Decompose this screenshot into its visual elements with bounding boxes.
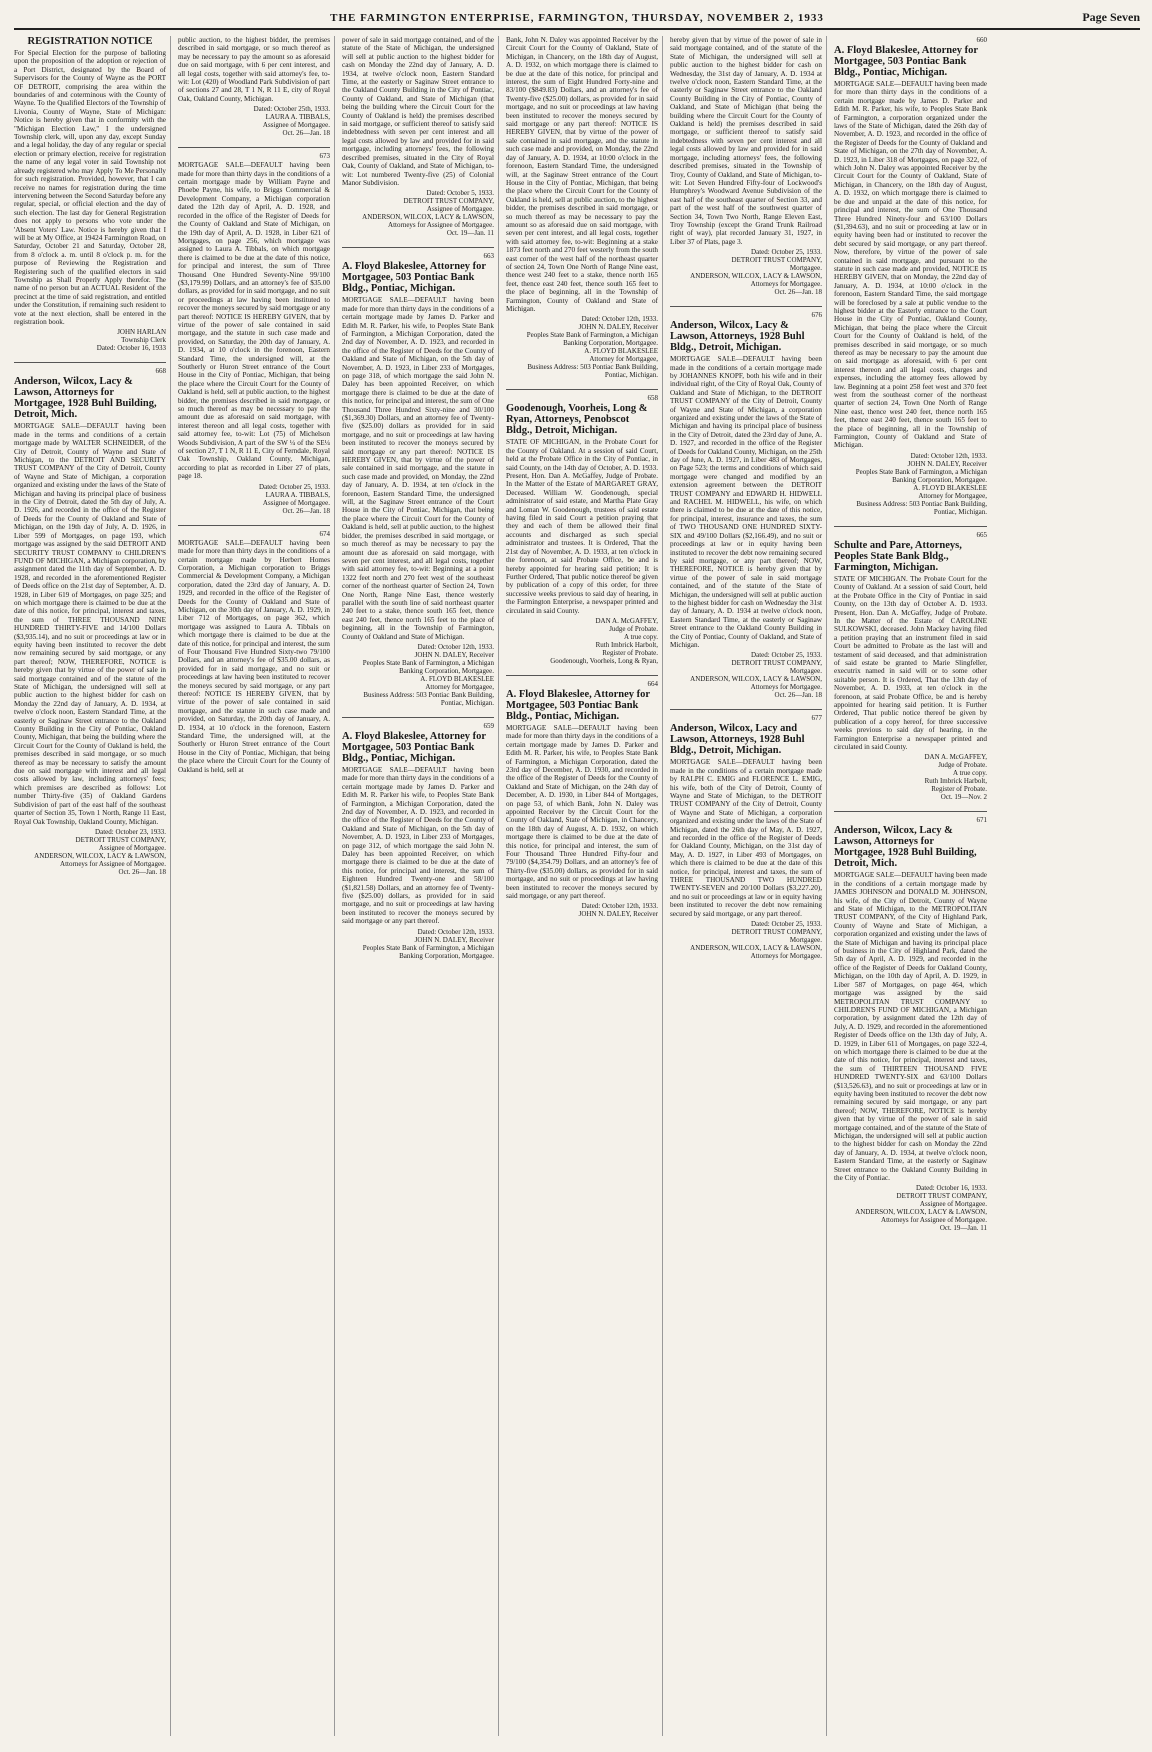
notice-heading: A. Floyd Blakeslee, Attorney for Mortgagee, 503 Pontiac Bank Bldg., Pontiac, Michigan.: [506, 688, 650, 722]
notice-divider: [342, 247, 494, 248]
signature-line: Oct. 26—Jan. 18: [282, 129, 330, 138]
signature-line: Dated: October 16, 1933.: [916, 1184, 987, 1193]
signature-line: JOHN N. DALEY, Receiver: [578, 910, 658, 919]
notice-number: 660: [976, 36, 987, 44]
signature-line: DAN A. McGAFFEY,: [924, 753, 987, 762]
signature-line: Attorneys for Assignee of Mortgagee.: [60, 859, 166, 868]
signature-line: Register of Probate.: [931, 785, 987, 794]
notice-body: MORTGAGE SALE—DEFAULT having been made in the terms and conditions of a certain mortgage made by WALTER SCHNEIDER, of the City of Detroit, County of Wayne and State of Michigan, to the DETROIT AND SECURITY TRUST COMPANY of the City of Detroit, County of Wayne and State of Michigan, a corporation organized and existing under the laws of the State of Michigan and having its principal place of business in the City of Detroit, dated the 5th day of July, A. D. 1926, and recorded in the office of the Register of Deeds for the County of Oakland and State of Michigan, on the 19th day of July, A. D. 1926, in Liber 599 of Mortgages, on page 193, which mortgage was assigned by the said DETROIT AND SECURITY TRUST COMPANY to CHILDREN'S FUND OF MICHIGAN, a Michigan corporation, by assignment dated the 11th day of September, A. D. 1928, and recorded in the aforementioned Register of Deeds office on the 21st day of September, A. D. 1928, in Liber 619 of Mortgages, on page 325; and on which mortgage there is claimed to be due at the date of this notice, for principal, interest and taxes, the sum of THREE THOUSAND NINE HUNDRED THIRTY-FIVE and 14/100 Dollars ($3,935.14), and no suit or proceedings at law or in equity having been instituted to recover the debt now remaining secured by said mortgage, or any part thereof; NOW, THEREFORE, NOTICE is hereby given that by virtue of the power of sale in said mortgage contained and of the statute of the State of Michigan, the undersigned will sell at public auction to the highest bidder for cash on Monday the 22nd day of January, A. D. 1934, at twelve o'clock noon, Eastern Standard Time, at the easterly or Saginaw Street entrance to the Oakland County Building in the City of Pontiac, Oakland County, Michigan, that being the building where the Circuit Court for the County of Oakland is held, the premises described in said mortgage, or so much thereof as may be necessary to satisfy the amount due on said mortgage with interest and all legal costs allowed by law, including attorneys' fees; which premises are described as follows: Lot number Thirty-five (35) of Oakland Gardens Subdivision of part of the east half of the southeast quarter of Section 35, Town 1 North, Range 11 East, Royal Oak Township, Oakland County, Michigan.: [14, 422, 166, 826]
signature-line: Goodenough, Voorheis, Long & Ryan,: [550, 656, 658, 665]
masthead-title: THE FARMINGTON ENTERPRISE, FARMINGTON, THURSDAY, NOVEMBER 2, 1933: [330, 12, 824, 24]
notice-signature: [670, 248, 822, 296]
legal-notice: [342, 36, 494, 237]
signature-line: ANDERSON, WILCOX, LACY & LAWSON,: [362, 213, 494, 222]
notice-divider: [834, 811, 987, 812]
signature-line: Dated: October 25, 1933.: [751, 920, 822, 929]
notice-body: MORTGAGE SALE—DEFAULT having been made for more than thirty days in the conditions of a certain mortgage made by Herbert Homes Corporation, a Michigan corporation to Briggs Commercial & Development Company, a Michigan corporation, dated the 23rd day of January, A. D. 1929, and recorded in the office of the Register of Deeds for the County of Oakland and State of Michigan, on the 30th day of January, A. D. 1929, in Liber 712 of Mortgages, on page 362, which mortgage was assigned to Laura A. Tibbals on which mortgage there is claimed to be due at the date of this notice, for principal and interest, the sum of Four Thousand Five Hundred Sixty-two 79/100 Dollars, and an attorney's fee of $35.00 dollars, as provided for in said mortgage, and no suit or proceedings at law having been instituted to recover the moneys secured by said mortgage, or any part thereof: NOTICE IS HEREBY GIVEN, that by virtue of the power of sale contained in said mortgage, and the statute in such case made and provided, on Saturday, the 20th day of January, A. D. 1934, at 10 o'clock in the forenoon, Eastern Standard Time, the undersigned will, at the Southerly or Huron Street entrance of the Court House in the City of Pontiac, Michigan, that being the place where the Circuit Court for the County of Oakland is held, sell at: [178, 538, 330, 774]
signature-line: Assignee of Mortgagee.: [919, 1200, 987, 1209]
signature-line: DAN A. McGAFFEY,: [595, 616, 658, 625]
notice-divider: [178, 147, 330, 148]
notice-number: 673: [319, 152, 330, 161]
signature-line: Oct. 26—Jan. 18: [774, 691, 822, 700]
signature-line: A. FLOYD BLAKESLEE: [420, 674, 494, 683]
signature-line: Attorney for Mortgagee,: [918, 491, 987, 500]
notice-heading: Anderson, Wilcox, Lacy and Lawson, Attorneys, 1928 Buhl Bldg., Detroit, Michigan.: [670, 723, 805, 757]
column-2: [178, 36, 335, 1736]
notice-divider: [834, 526, 987, 527]
masthead: [14, 6, 1140, 30]
legal-notice: [506, 389, 658, 665]
notice-heading: REGISTRATION NOTICE: [27, 36, 153, 47]
notice-heading: A. Floyd Blakeslee, Attorney for Mortgagee, 503 Pontiac Bank Bldg., Pontiac, Michigan.: [342, 261, 486, 295]
notice-heading: Goodenough, Voorheis, Long & Ryan, Attorneys, Penobscot Bldg., Detroit, Michigan.: [506, 403, 648, 437]
legal-notice: [670, 306, 822, 699]
signature-line: Business Address: 503 Pontiac Bank Building, Pontiac, Michigan.: [363, 690, 494, 707]
signature-line: Business Address: 503 Pontiac Bank Building, Pontiac, Michigan.: [856, 499, 987, 516]
signature-line: ANDERSON, WILCOX, LACY & LAWSON,: [34, 851, 166, 860]
signature-line: LAURA A. TIBBALS,: [265, 113, 330, 122]
signature-line: Mortgagee.: [789, 667, 822, 676]
notice-body: MORTGAGE SALE—DEFAULT having been made for more than thirty days in the conditions of a certain mortgage made by James D. Parker and Edith M. R. Parker, his wife, to Peoples State Bank of Farmington, a Michigan Corporation, dated the 2nd day of November, A. D. 1923, and recorded in the office of the Register of Deeds for the County of Oakland and State of Michigan, on the 5th day of November, A. D. 1923, in Liber 233 of Mortgages, on page 318, of which mortgage the said John N. Daley has been appointed Receiver, on which mortgage there is claimed to be due at the date of this notice, for principal and interest, the sum of One Thousand Three Hundred Sixty-nine and 30/100 ($1,369.30) Dollars, and an attorney fee of Twenty-five ($25.00) dollars as provided for in said mortgage, and no suit or proceedings at law having been instituted to recover the moneys secured by said mortgage or any part thereof: NOTICE IS HEREBY GIVEN, that by virtue of the power of sale contained in said mortgage, and the statute in such case made and provided, on Monday, the 22nd day of January, A. D. 1934, at ten o'clock in the forenoon, Eastern Standard Time, the undersigned will, at the Saginaw Street entrance of the Court House in the City of Pontiac, Michigan, that being the place where the Circuit Court for the County of Oakland is held, sell at public auction, to the highest bidder, the premises described in said mortgage, or so much thereof as may be necessary to pay the amount due as aforesaid on said mortgage, with seven per cent interest, and all legal costs, together with said attorney fee, to-wit: Beginning at a point 1322 feet north and 270 feet west of the southeast corner of the northeast quarter of Section 24, Town One North, Range Nine East, thence westerly parallel with the south line of said northeast quarter 240 feet to a stake, thence south 165 feet, thence east 240 feet, thence north 165 feet to the place of beginning, all in the Township of Farmington, County of Oakland and State of Michigan.: [342, 296, 494, 641]
signature-line: DETROIT TRUST COMPANY,: [731, 256, 822, 265]
signature-line: ANDERSON, WILCOX, LACY & LAWSON,: [690, 272, 822, 281]
notice-body: power of sale in said mortgage contained, and of the statute of the State of Michigan, the undersigned will sell at public auction to the highest bidder for cash on Monday the 22nd day of January, A. D. 1934, at twelve o'clock noon, Eastern Standard Time, at the easterly or Saginaw Street entrance to the Oakland County Building in the City of Pontiac, County of Oakland, and State of Michigan (that being the building where the Circuit Court for the County of Oakland is held) the premises described in said mortgage, or sufficient thereof to satisfy said indebtedness with seven per cent interest and all legal costs allowed by law and provided for in said mortgage, including attorneys' fees, the following described premises, situated in the City of Royal Oak, County of Oakland, and State of Michigan, to-wit: Lot numbered Twenty-five (25) of Colonial Manor Subdivision.: [342, 36, 494, 187]
notice-body: STATE OF MICHIGAN, in the Probate Court for the County of Oakland. At a session of said Court, held at the Probate Office in the City of Pontiac, in said County, on the 14th day of October, A. D. 1933. Present, Hon. Dan A. McGaffey, Judge of Probate. In the Matter of the Estate of MARGARET GRAY, Deceased. William W. Goodenough, special administrator of said estate, and Martha Plate Gray and Loman W. Goodenough, trustees of said estate having filed in said Court a petition praying that they and each of them be allowed their final accounts and discharged as such special administrator and trustees. It is Ordered, That the 21st day of November, A. D. 1933, at ten o'clock in the forenoon, at said Probate Office, be and is hereby appointed for hearing said petition; It is Further Ordered, That public notice thereof be given by publication of a copy of this order, for three successive weeks previous to said day of hearing, in the Farmington Enterprise, a newspaper printed and circulated in said County.: [506, 438, 658, 615]
notice-heading: Anderson, Wilcox, Lacy & Lawson, Attorneys for Mortgagee, 1928 Buhl Building, Detroit, Mich.: [834, 825, 977, 870]
signature-line: A. FLOYD BLAKESLEE: [584, 347, 658, 356]
signature-line: Dated: October 25th, 1933.: [253, 105, 330, 114]
signature-line: Township Clerk: [121, 336, 166, 345]
signature-line: Peoples State Bank of Farmington, a Michigan Banking Corporation, Mortgagee.: [526, 331, 658, 348]
signature-line: Dated: October 5, 1933.: [426, 189, 494, 198]
signature-line: Oct. 19—Jan. 11: [939, 1224, 987, 1233]
notice-body: MORTGAGE SALE—DEFAULT having been made in the conditions of a certain mortgage made by JAMES JOHNSON and DONALD M. JOHNSON, his wife, of the City of Detroit, County of Wayne and State of Michigan, to the METROPOLITAN TRUST COMPANY, of the City of Highland Park, County of Wayne and State of Michigan, a corporation organized and existing under the laws of the State of Michigan and having its principal place of business in the City of Highland Park, dated the 5th day of April, A. D. 1929, and recorded in the office of the Register of Deeds for Oakland County, Michigan, on the 10th day of April, A. D. 1929, in Liber 587 of Mortgages, on page 464, which mortgage was assigned by the said METROPOLITAN TRUST COMPANY to CHILDREN'S FUND OF MICHIGAN, a Michigan corporation, by assignment dated the 12th day of July, A. D. 1929, and recorded in the aforementioned Register of Deeds office on the 13th day of July, A. D. 1929, in Liber 611 of Mortgages, on page 322-4, on which mortgage there is claimed to be due at the date of this notice, for principal, interest and taxes, the sum of THIRTEEN THOUSAND FIVE HUNDRED TWENTY-SIX and 63/100 Dollars ($13,526.63), and no suit or proceedings at law or in equity having been instituted to recover the debt now remaining secured by said mortgage, or any part thereof; NOW, THEREFORE, NOTICE is hereby given that by virtue of the power of sale in said mortgage contained, and of the statute of the State of Michigan, the undersigned will sell at public auction to the highest bidder for cash on Monday the 22nd day of January, A. D. 1934, at twelve o'clock noon, Eastern Standard Time, at the easterly or Saginaw Street entrance to the Oakland County Building in the City of Pontiac.: [834, 871, 987, 1183]
signature-line: Oct. 19—Nov. 2: [940, 793, 987, 802]
notice-heading: Schulte and Pare, Attorneys, Peoples State Bank Bldg., Farmington, Michigan.: [834, 539, 962, 573]
signature-line: JOHN HARLAN: [117, 328, 166, 337]
signature-line: ANDERSON, WILCOX, LACY & LAWSON,: [690, 675, 822, 684]
signature-line: Assignee of Mortgagee.: [262, 121, 330, 130]
signature-line: A true copy.: [953, 769, 987, 778]
signature-line: Attorneys for Assignee of Mortgagee.: [388, 221, 494, 230]
legal-notice: [178, 36, 330, 137]
signature-line: LAURA A. TIBBALS,: [265, 490, 330, 499]
signature-line: ANDERSON, WILCOX, LACY & LAWSON,: [855, 1208, 987, 1217]
legal-notice: [178, 147, 330, 514]
notice-signature: [342, 928, 494, 960]
legal-notice: [342, 717, 494, 960]
notice-signature: [178, 483, 330, 515]
notice-number: 676: [811, 311, 822, 320]
signature-line: Attorney for Mortgagee,: [425, 682, 494, 691]
signature-line: DETROIT TRUST COMPANY,: [75, 835, 166, 844]
notice-divider: [670, 306, 822, 307]
notice-number: 658: [647, 394, 658, 403]
notice-divider: [506, 675, 658, 676]
notice-body: MORTGAGE SALE—DEFAULT having been made for more than thirty days in the conditions of a certain mortgage made by James D. Parker and Edith M. R. Parker, his wife, to Peoples State Bank of Farmington, a corporation organized under the laws of the State of Michigan, dated the 26th day of November, A. D. 1923, and recorded in the office of the Register of Deeds for the County of Oakland and State of Michigan, on the 27th day of November, A. D. 1923, in Liber 318 of Mortgages, on page 322, of which John N. Daley was appointed Receiver by the Circuit Court for the County of Oakland, State of Michigan, in Chancery, on the 18th day of August, A. D. 1932, on which mortgage there is claimed to be due and unpaid at the date of this notice, for principal and interest, the sum of One Thousand Three Hundred Ninety-four and 63/100 Dollars ($1,394.63), and no suit or proceeding at law or in equity having been had or instituted to recover the debt secured by said mortgage, or any part thereof. Now, therefore, by virtue of the power of sale contained in said mortgage, and pursuant to the statute in such case made and provided, NOTICE IS HEREBY GIVEN, that on Monday, the 22nd day of January, A. D. 1934, at 10:00 o'clock in the forenoon, Eastern Standard Time, the said mortgage will be foreclosed by a sale at public vendue to the highest bidder at the Easterly entrance to the Court House in the City of Pontiac, Oakland County, Michigan, that being the place where the Circuit Court for the County of Oakland is held, of the premises described in said mortgage, or so much thereof as may be necessary to pay the amount due on said mortgage as aforesaid, with 6 per cent interest thereon and all legal costs, charges and expenses, including the attorney fees allowed by law. Beginning at a point 258 feet west and 370 feet west from the southeast corner of the northeast quarter of section 24, Town One North of Range Nine east, thence west 240 feet, thence north 165 feet, thence east 240 feet, thence south 165 feet to the place of beginning, all in the Township of Farmington, County of Oakland and State of Michigan.: [834, 80, 987, 450]
notice-number: 677: [811, 714, 822, 723]
legal-notice-columns: [14, 36, 1140, 1736]
notice-number: 665: [976, 530, 987, 539]
signature-line: Oct. 26—Jan. 18: [282, 506, 330, 515]
signature-line: Dated: October 25, 1933.: [751, 248, 822, 257]
signature-line: Dated: October 25, 1933.: [259, 482, 330, 491]
signature-line: ANDERSON, WILCOX, LACY & LAWSON,: [690, 944, 822, 953]
legal-notice: [834, 526, 987, 802]
notice-signature: [506, 617, 658, 665]
page-number: Page Seven: [1082, 10, 1140, 24]
notice-body: For Special Election for the purpose of balloting upon the proposition of the adoption or rejection of a Port District, designated by the Board of Supervisors for the County of Wayne as the PORT OF DETROIT, comprising the area within the boundaries of and coterminous with the County of Wayne. To the Qualified Electors of the Township of Livonia, County of Wayne, State of Michigan: Notice is hereby given that in conformity with the "Michigan Election Law," I the undersigned Township clerk, will, upon any day, except Sunday and a legal holiday, the day of any regular or special election or primary election, receive for registration the name of any legal voter in said Township not already registered who may Apply To Me Personally for such registration. Provided, however, that I can receive no names for registration during the time intervening between the Second Saturday before any regular, special, or official election and the day of such election. The last day for General Registration does not apply to persons who vote under the 'Absent Voters' Law. Notice is hereby given that I will be at My Office, at 19424 Farmington Road, on Saturday, October 21 and Saturday, October 28, from 8 o'clock a. m. until 8 o'clock p. m. for the purpose of Reviewing the Registration and Registering such of the qualified electors in said Township as Shall Properly Apply therefor. The name of no person but an ACTUAL Resident of the precinct at the time of said registration, and entitled under the Constitution, if remaining such resident to vote at the next election, shall be entered in the registration book.: [14, 49, 166, 326]
signature-line: Dated: October 12th, 1933.: [417, 927, 494, 936]
signature-line: JOHN N. DALEY, Receiver: [414, 935, 494, 944]
notice-divider: [506, 389, 658, 390]
signature-line: Peoples State Bank of Farmington, a Michigan Banking Corporation, Mortgagee.: [855, 467, 987, 484]
notice-signature: [342, 189, 494, 237]
signature-line: Oct. 26—Jan. 18: [774, 288, 822, 297]
notice-number: 664: [647, 679, 658, 688]
notice-signature: [506, 902, 658, 918]
column-3: [342, 36, 499, 1736]
signature-line: Attorney for Mortgagee,: [589, 355, 658, 364]
signature-line: Mortgagee.: [789, 936, 822, 945]
legal-notice: [14, 362, 166, 876]
notice-body: MORTGAGE SALE—DEFAULT having been made for more than thirty days in the conditions of a certain mortgage made by William Payne and Phoebe Payne, his wife, to Briggs Commercial & Development Company, a Michigan corporation dated the 12th day of April, A. D. 1928, and recorded in the office of the Register of Deeds for the County of Oakland and State of Michigan, on the 19th day of April, A. D. 1928, in Liber 621 of Mortgages, on page 256, which mortgage was assigned to Laura A. Tibbals, on which mortgage there is claimed to be due at the date of this notice, for principal and interest, the sum of Three Thousand One Hundred Seventy-Nine 99/100 ($3,179.99) Dollars, and an attorney's fee of $35.00 dollars, as provided for in said mortgage, and no suit or proceedings at law having been instituted to recover the moneys secured by said mortgage or any part thereof: NOTICE IS HEREBY GIVEN, that by virtue of the power of sale contained in said mortgage, and the statute in such case made and provided, on Saturday, the 20th day of January, A. D. 1934, at 10 o'clock in the forenoon, Eastern Standard Time, the undersigned will, at the Southerly or Huron Street entrance of the Court House in the City of Pontiac, Michigan, that being the place where the Circuit Court for the County of Oakland is held, sell at public auction, to the highest bidder, the premises described in said mortgage, or so much thereof as may be necessary to pay the amount due as aforesaid on said mortgage, with interest thereon and all legal costs, together with said attorney fee, to-wit: Lot (75) of Michelson Woods Subdivision, A part of the SW ¼ of the SE¼ of section 27, T 1 N, R 11 E, City of Ferndale, Royal Oak Township, Oakland County, Michigan, according to plat as recorded in Liber 27 of plats, page 18.: [178, 161, 330, 481]
signature-line: Dated: October 12th, 1933.: [417, 642, 494, 651]
notice-body: MORTGAGE SALE—DEFAULT having been made in the conditions of a certain mortgage made by RALPH C. EMIG and FLORENCE L. EMIG, his wife, both of the City of Detroit, County of Wayne and State of Michigan, to the DETROIT TRUST COMPANY of the City of Detroit, County of Wayne and State of Michigan, a corporation organized and existing under the laws of the State of Michigan, dated the 26th day of May, A. D. 1927, and recorded in the office of the Register of Deeds for Oakland County, Michigan, on the 31st day of May, A. D. 1927, in Liber 493 of Mortgages, on which there is claimed to be due at the date of this notice, for principal, interest and taxes, the sum of THREE THOUSAND TWO HUNDRED TWENTY-SEVEN and 20/100 Dollars ($3,227.20), and no suit or proceedings at law or in equity having been instituted to recover the debt now remaining secured by said mortgage, or any part thereof.: [670, 758, 822, 918]
signature-line: Register of Probate.: [602, 648, 658, 657]
column-1: [14, 36, 171, 1736]
notice-body: MORTGAGE SALE—DEFAULT having been made for more than thirty days in the conditions of a certain mortgage made by James D. Parker and Edith M. R. Parker his wife, to Peoples State Bank of Farmington, a Michigan Corporation, dated the 2nd day of November, A. D. 1923, and recorded in the office of the Register of Deeds for the County of Oakland and State of Michigan, on the 5th day of November, A. D. 1923, in Liber 233 of Mortgages, on page 312, of which mortgage the said John N. Daley has been appointed Receiver, on which mortgage there is claimed to be due at the date of this notice, for principal and interest, the sum of Eighteen Hundred Twenty-one and 58/100 ($1,821.58) Dollars, and an attorney fee of Twenty-five ($25.00) dollars, as provided for in said mortgage, and no suit or proceedings at law having been instituted to recover the moneys secured by said mortgage or any part thereof.: [342, 765, 494, 926]
legal-notice: [834, 36, 987, 516]
signature-line: Dated: October 12th, 1933.: [581, 315, 658, 324]
signature-line: Dated: October 25, 1933.: [751, 651, 822, 660]
notice-body: MORTGAGE SALE—DEFAULT having been made in the conditions of a certain mortgage made by JOHANNES KNOPF, both his wife and in their individual right, of the City of Royal Oak, County of Oakland and State of Michigan, to the DETROIT TRUST COMPANY of the City of Detroit, County of Wayne and State of Michigan, a corporation organized and existing under the laws of the State of Michigan and having its principal place of business in the City of Detroit, dated the 23rd day of June, A. D. 1927, and recorded in the office of the Register of Deeds for Oakland County, Michigan, on the 25th day of June, A. D. 1927, in Liber 483 of Mortgages, on Page 523; the terms and conditions of which said mortgage were changed and modified by an extension agreement between the DETROIT TRUST COMPANY and EDWARD H. HIDWELL and RACHEL M. HIDWELL, his wife, on which there is claimed to be due at the date of this notice, for principal, interest, insurance and taxes, the sum of TWO THOUSAND ONE HUNDRED SIXTY-SIX and 49/100 Dollars ($2,166.49), and no suit or proceedings at law or in equity having been instituted to recover the debt now remaining secured by said mortgage, or any part thereof; NOW, THEREFORE, NOTICE is hereby given that by virtue of the power of sale in said mortgage contained, and of the statute of the State of Michigan, the undersigned will sell at public auction to the highest bidder for cash on Wednesday the 31st day of January, A. D. 1934 at twelve o'clock noon, Eastern Standard Time, at the easterly or Saginaw Street entrance to the Oakland County Building in the City of Pontiac, County of Oakland, and State of Michigan.: [670, 355, 822, 649]
signature-line: Oct. 26—Jan. 18: [118, 867, 166, 876]
notice-body: public auction, to the highest bidder, the premises described in said mortgage, or so much thereof as may be necessary to pay the amount so as aforesaid due on said mortgage, with 6 per cent interest, and all legal costs, together with said attorney's fee, to-wit: Lot (420) of Woodland Park Subdivision of part of sections 27 and 28, T 1 N, R 11 E, city of Royal Oak, Oakland County, Michigan.: [178, 36, 330, 103]
notice-signature: [834, 753, 987, 801]
signature-line: Dated: October 12th, 1933.: [581, 902, 658, 911]
column-6: [834, 36, 991, 1736]
notice-divider: [670, 709, 822, 710]
notice-signature: [506, 315, 658, 379]
notice-number: 671: [976, 816, 987, 825]
signature-line: Dated: October 23, 1933.: [95, 827, 166, 836]
signature-line: DETROIT TRUST COMPANY,: [896, 1192, 987, 1201]
notice-signature: [178, 105, 330, 137]
signature-line: Assignee of Mortgagee.: [262, 498, 330, 507]
signature-line: JOHN N. DALEY, Receiver: [907, 459, 987, 468]
signature-line: A true copy.: [624, 632, 658, 641]
legal-notice: [14, 36, 166, 352]
signature-line: Attorneys for Mortgagee.: [750, 683, 822, 692]
column-4: [506, 36, 663, 1736]
notice-divider: [178, 525, 330, 526]
signature-line: Dated: October 16, 1933: [96, 344, 166, 353]
legal-notice: [506, 675, 658, 919]
legal-notice: [670, 709, 822, 960]
legal-notice: [834, 811, 987, 1232]
signature-line: Attorneys for Mortgagee.: [750, 952, 822, 961]
notice-body: MORTGAGE SALE—DEFAULT having been made for more than thirty days in the conditions of a certain mortgage made by James D. Parker and Edith M. R. Parker, his wife, to Peoples State Bank of Farmington, a Michigan Corporation, dated the 23rd day of December, A. D. 1930, and recorded in the office of the Register of Deeds for the County of Oakland and State of Michigan, on the 24th day of December, A. D. 1930, in Liber 844 of Mortgages, on page 53, of which Bank, John N. Daley was appointed Receiver by the Circuit Court for the County of Oakland, State of Michigan, in Chancery, on the 18th day of August, A. D. 1932, on which mortgage there is claimed to be due at the date of this notice, for principal and interest, the sum of Four Thousand Three Hundred Fifty-four and 79/100 ($4,354.79) Dollars, and an attorney's fee of Thirty-five ($35.00) dollars, as provided for in said mortgage, and no suit or proceedings at law having been instituted to recover the moneys secured by said mortgage, or any part thereof.: [506, 723, 658, 901]
signature-line: DETROIT TRUST COMPANY,: [731, 928, 822, 937]
signature-line: DETROIT TRUST COMPANY,: [731, 659, 822, 668]
signature-line: Business Address: 503 Pontiac Bank Building, Pontiac, Michigan.: [527, 363, 658, 380]
signature-line: A. FLOYD BLAKESLEE: [913, 483, 987, 492]
signature-line: Peoples State Bank of Farmington, a Michigan Banking Corporation, Mortgagee.: [362, 658, 494, 675]
signature-line: Dated: October 12th, 1933.: [910, 451, 987, 460]
notice-divider: [14, 362, 166, 363]
signature-line: Attorneys for Mortgagee.: [750, 280, 822, 289]
notice-signature: [342, 643, 494, 707]
notice-signature: [670, 651, 822, 699]
signature-line: Judge of Probate.: [938, 761, 987, 770]
signature-line: Peoples State Bank of Farmington, a Michigan Banking Corporation, Mortgagee.: [362, 943, 494, 960]
notice-signature: [14, 328, 166, 352]
signature-line: Mortgagee.: [789, 264, 822, 273]
notice-body: Bank, John N. Daley was appointed Receiver by the Circuit Court for the County of Oakland, State of Michigan, in Chancery, on the 18th day of August, A. D. 1932, on which mortgage there is claimed to be due at the date of this notice, for principal and interest, the sum of Eight Hundred Forty-nine and 83/100 ($849.83) Dollars, and an attorney's fee of Twenty-five ($25.00) dollars, as provided for in said mortgage, and no suit or proceedings at law having been instituted to recover the moneys secured by said mortgage or any part thereof: NOTICE IS HEREBY GIVEN, that by virtue of the power of sale contained in said mortgage, and the statute in such case made and provided, on Monday, the 22nd day of January, A. D. 1934, at 10:00 o'clock in the forenoon, Eastern Standard Time, the undersigned will, at the Saginaw Street entrance of the Court House in the City of Pontiac, Michigan, that being the place where the Circuit Court for the County of Oakland is held, sell at public auction, to the highest bidder, the premises described in said mortgage, or so much thereof as may be necessary to pay the amount so as aforesaid due on said mortgage, with seven per cent interest, and all legal costs, together with said attorney fee, to-wit: Beginning at a stake 1873 feet north and 270 feet westerly from the south east corner of the west half of the northeast quarter of section 24, Town One North of Range Nine east, thence west 240 feet to a stake, thence north 165 feet, thence east 240 feet, thence south 165 feet to the place of beginning, all in the Township of Farmington, County of Oakland and State of Michigan.: [506, 36, 658, 313]
column-5: [670, 36, 827, 1736]
notice-body: hereby given that by virtue of the power of sale in said mortgage contained, and of the statute of the State of Michigan, the undersigned will sell at public auction to the highest bidder for cash on Wednesday, the 31st day of January, A. D. 1934 at twelve o'clock noon, Eastern Standard Time, at the easterly or Saginaw Street entrance to the Oakland County Building in the City of Pontiac, County of Oakland, and State of Michigan (that being the building where the Circuit Court for the County of Oakland is held) the premises described in said mortgage, or sufficient thereof to satisfy said indebtedness with seven per cent interest and all legal costs allowed by law and provided for in said mortgage, including attorneys' fees, the following described premises, situated in the Township of Troy, County of Oakland, and State of Michigan, to-wit: Lot Seven Hundred Fifty-four of Lockwood's Humphrey's Woodward Avenue Subdivision of the east half of the southeast quarter of Section 33, and part of the west half of the southwest quarter of Section 34, Town Two North, Range Eleven East, Troy Township (except the Grand Trunk Railroad right of way), plat recorded January 31, 1927, in Liber 37 of Plats, page 3.: [670, 36, 822, 246]
signature-line: JOHN N. DALEY, Receiver: [414, 650, 494, 659]
notice-signature: [14, 828, 166, 876]
notice-signature: [670, 920, 822, 960]
signature-line: Oct. 19—Jan. 11: [446, 229, 494, 238]
legal-notice: [670, 36, 822, 296]
notice-heading: Anderson, Wilcox, Lacy & Lawson, Attorneys, 1928 Buhl Bldg., Detroit, Michigan.: [670, 320, 805, 354]
signature-line: Assignee of Mortgagee.: [426, 205, 494, 214]
legal-notice: [506, 36, 658, 379]
notice-heading: A. Floyd Blakeslee, Attorney for Mortgagee, 503 Pontiac Bank Bldg., Pontiac, Michigan.: [834, 45, 978, 78]
notice-number: 668: [155, 367, 166, 376]
signature-line: Assignee of Mortgagee.: [98, 843, 166, 852]
notice-heading: A. Floyd Blakeslee, Attorney for Mortgagee, 503 Pontiac Bank Bldg., Pontiac, Michigan.: [342, 730, 486, 764]
signature-line: JOHN N. DALEY, Receiver: [578, 323, 658, 332]
notice-number: 659: [483, 721, 494, 730]
signature-line: Judge of Probate.: [609, 624, 658, 633]
notice-number: 674: [319, 529, 330, 538]
notice-signature: [834, 1184, 987, 1232]
notice-body: STATE OF MICHIGAN. The Probate Court for the County of Oakland. At a session of said Court, held at the Probate Office in the City of Pontiac in said County, on the 13th day of October A. D. 1933. Present, Hon. Dan A. McGaffey, Judge of Probate. In the Matter of the Estate of CAROLINE SULKOWSKI, deceased. John Mackey having filed a petition praying that an instrument filed in said Court be admitted to Probate as the last will and testament of said deceased, and that administration of said estate be granted to Marie Slingfeller, executrix named in said will or to some other suitable person. It is Ordered, That the 13th day of November, A. D. 1933, at ten o'clock in the forenoon, at said Probate Office, be and is hereby appointed for hearing said petition. It is Further Ordered, That public notice thereof be given by publication of a copy hereof, for three successive weeks previous to said day of hearing, in the Farmington Enterprise a newspaper printed and circulated in said County.: [834, 574, 987, 751]
notice-heading: Anderson, Wilcox, Lacy & Lawson, Attorneys for Mortgagee, 1928 Buhl Building, Detroit, Mich.: [14, 376, 157, 421]
notice-number: 663: [483, 252, 494, 261]
notice-signature: [834, 452, 987, 516]
signature-line: Attorneys for Assignee of Mortgagee.: [881, 1216, 987, 1225]
legal-notice: [178, 525, 330, 774]
legal-notice: [342, 247, 494, 707]
signature-line: Ruth Imbrick Harbolt,: [924, 777, 987, 786]
signature-line: Ruth Imbrick Harbolt,: [595, 640, 658, 649]
signature-line: DETROIT TRUST COMPANY,: [403, 197, 494, 206]
notice-divider: [342, 717, 494, 718]
